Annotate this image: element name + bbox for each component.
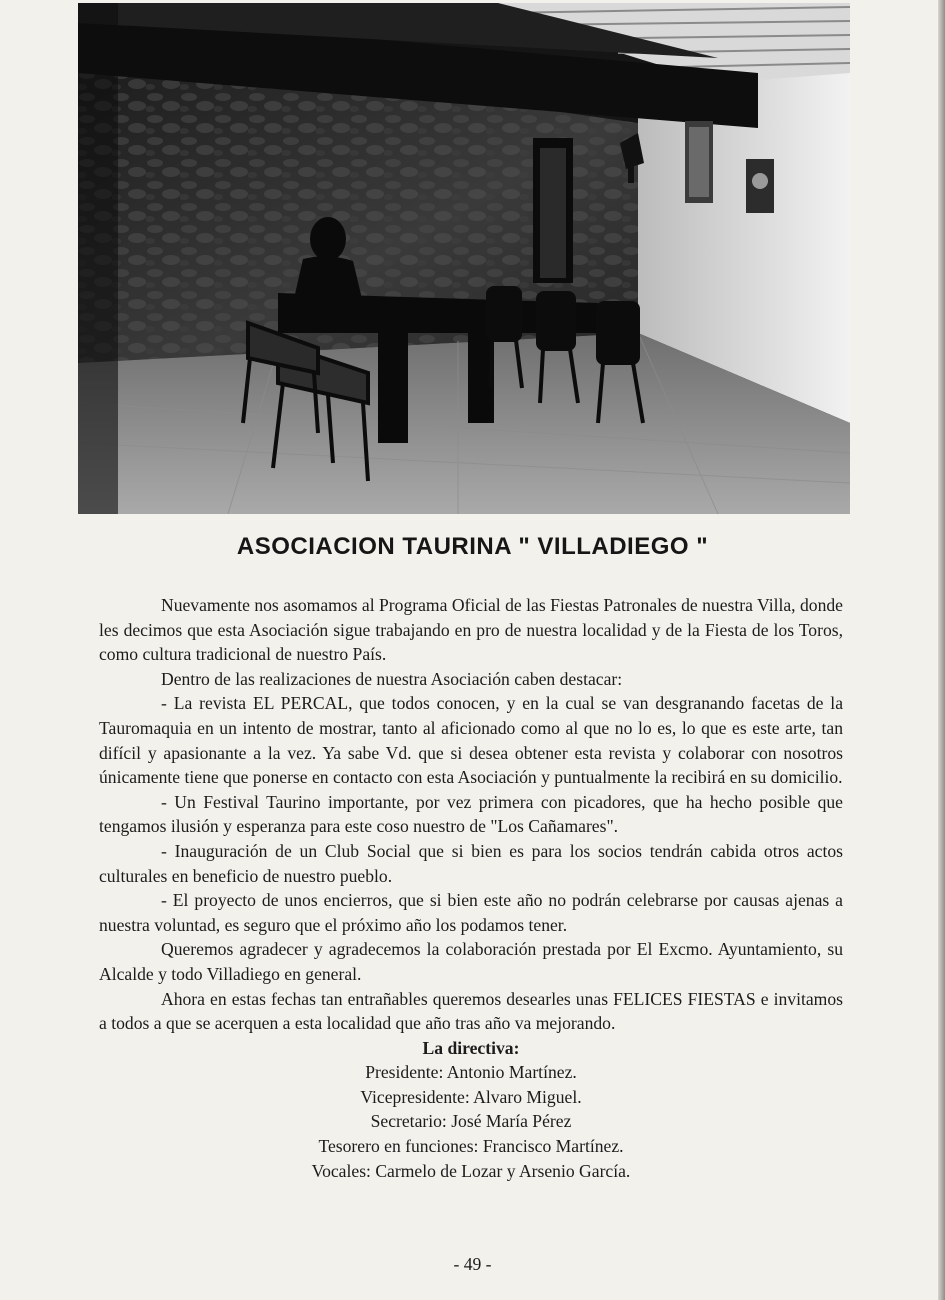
paragraph-social-club: - Inauguración de un Club Social que si bien es para los socios tendrán cabida otros actos culturales en beneficio de nuestro pueblo. [99, 840, 843, 886]
paragraph-greetings: Ahora en estas fechas tan entrañables queremos desearles unas FELICES FIESTAS e invitamos a todos a que se acerquen a esta localidad que año tras año va mejorando. [99, 988, 843, 1034]
article-title: ASOCIACION TAURINA " VILLADIEGO " [236, 533, 709, 560]
paragraph-magazine: - La revista EL PERCAL, que todos conocen, y en la cual se van desgranando facetas de la Tauromaquia en un intento de mostrar, tanto al aficionado como al que no lo es, lo que es este arte, tan difícil y apasionante a la vez. Ya sabe Vd. que si desea obtener esta revista y colaborar con nosotros únicamente tiene que ponerse en contacto con esta Asociación y puntualmente la recibirá en su domicilio. [99, 693, 843, 788]
signature-treasurer: Tesorero en funciones: Francisco Martínez. [318, 1136, 624, 1157]
paragraph-achievements-intro: Dentro de las realizaciones de nuestra Asociación caben destacar: [161, 668, 623, 689]
paragraph-intro: Nuevamente nos asomamos al Programa Oficial de las Fiestas Patronales de nuestra Villa, donde les decimos que esta Asociación sigue trabajando en pro de nuestra localidad y de la Fiesta de los Toros, como cultura tradicional de nuestro País. [99, 595, 843, 665]
page-number: - 49 - [453, 1254, 492, 1274]
signature-secretary: Secretario: José María Pérez [370, 1111, 572, 1132]
signature-vice-president: Vicepresidente: Alvaro Miguel. [360, 1086, 582, 1107]
paragraph-encierros: - El proyecto de unos encierros, que si bien este año no podrán celebrarse por causas ajenas a nuestra voluntad, es seguro que el próximo año los podamos tener. [99, 890, 843, 935]
signature-members: Vocales: Carmelo de Lozar y Arsenio García. [311, 1160, 631, 1181]
paragraph-thanks: Queremos agradecer y agradecemos la colaboración prestada por El Excmo. Ayuntamiento, su Alcalde y todo Villadiego en general. [99, 939, 843, 984]
page-edge-shadow [938, 0, 945, 1300]
paragraph-festival: - Un Festival Taurino importante, por vez primera con picadores, que ha hecho posible que tengamos ilusión y esperanza para este coso nuestro de "Los Cañamares". [99, 791, 843, 837]
article-body [99, 593, 843, 1183]
signature-president: Presidente: Antonio Martínez. [365, 1062, 577, 1083]
club-room-photo [78, 3, 850, 514]
signature-title: La directiva: [422, 1037, 520, 1058]
